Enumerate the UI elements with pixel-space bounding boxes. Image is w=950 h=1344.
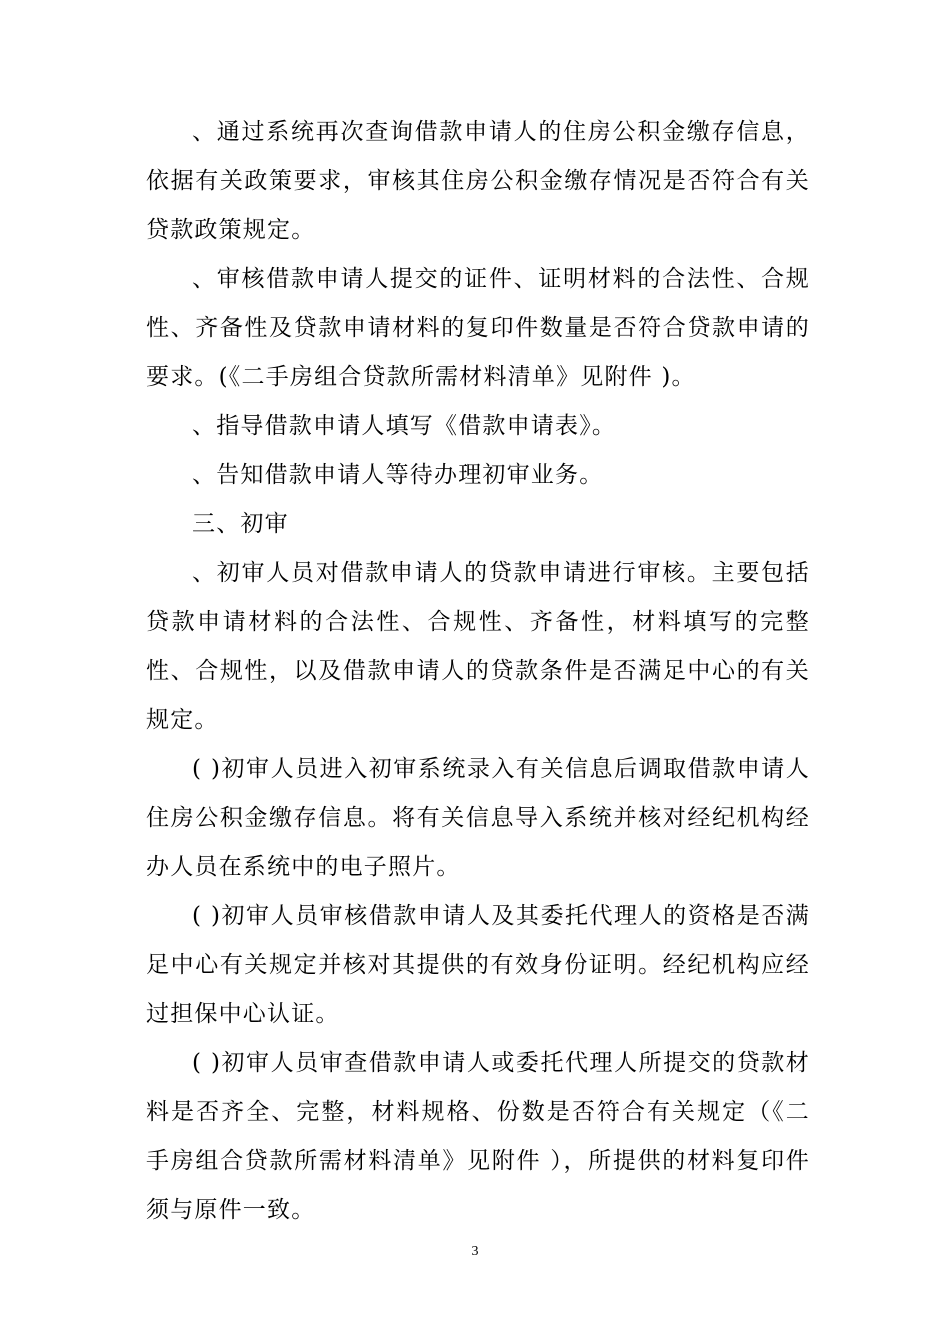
paragraph-preliminary-review-scope: 、初审人员对借款申请人的贷款申请进行审核。主要包括贷款申请材料的合法性、合规性、齐备性，材料填写的完整性、合规性，以及借款申请人的贷款条件是否满足中心的有关规定。 [146, 560, 810, 733]
paragraph-housing-fund-check: 、通过系统再次查询借款申请人的住房公积金缴存信息，依据有关政策要求，审核其住房公积金缴存情况是否符合有关贷款政策规定。 [146, 119, 810, 243]
paragraph-fill-form: 、指导借款申请人填写《借款申请表》。 [192, 413, 617, 439]
paragraph-qualification-check: ( )初审人员审核借款申请人及其委托代理人的资格是否满足中心有关规定并核对其提供的有效身份证明。经纪机构应经过担保中心认证。 [146, 903, 810, 1027]
paragraph-material-completeness: ( )初审人员审查借款申请人或委托代理人所提交的贷款材料是否齐全、完整，材料规格、份数是否符合有关规定（《二手房组合贷款所需材料清单》见附件 ），所提供的材料复印件须与原件一致。 [146, 1050, 810, 1223]
paragraph-system-entry: ( )初审人员进入初审系统录入有关信息后调取借款申请人住房公积金缴存信息。将有关信息导入系统并核对经纪机构经办人员在系统中的电子照片。 [146, 756, 810, 880]
body-text [146, 108, 810, 1235]
page-number: 3 [471, 1244, 479, 1259]
section-heading-preliminary-review: 三、初审 [192, 511, 289, 537]
paragraph-notify-wait: 、告知借款申请人等待办理初审业务。 [192, 462, 604, 488]
paragraph-material-review: 、审核借款申请人提交的证件、证明材料的合法性、合规性、齐备性及贷款申请材料的复印件数量是否符合贷款申请的要求。(《二手房组合贷款所需材料清单》见附件 )。 [146, 266, 810, 390]
